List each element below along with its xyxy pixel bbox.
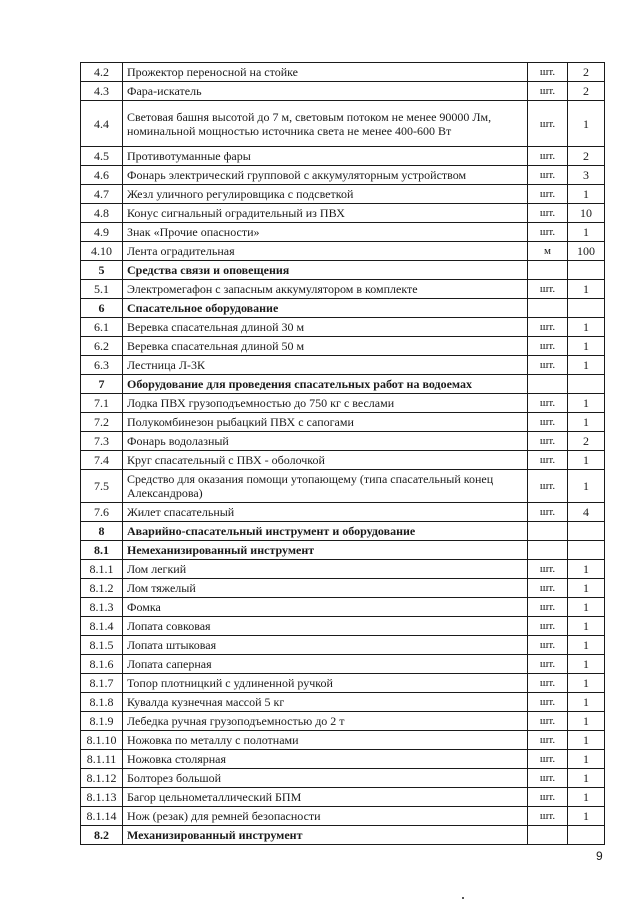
item-name: Нож (резак) для ремней безопасности bbox=[123, 807, 528, 826]
item-number: 7 bbox=[81, 375, 123, 394]
item-number: 4.4 bbox=[81, 101, 123, 147]
item-name: Аварийно-спасательный инструмент и оборудование bbox=[123, 522, 528, 541]
table-row bbox=[81, 223, 605, 242]
item-unit: шт. bbox=[528, 337, 568, 356]
table-row bbox=[81, 788, 605, 807]
item-unit: шт. bbox=[528, 598, 568, 617]
item-number: 4.5 bbox=[81, 147, 123, 166]
item-unit: шт. bbox=[528, 185, 568, 204]
item-name: Круг спасательный с ПВХ - оболочкой bbox=[123, 451, 528, 470]
table-row bbox=[81, 82, 605, 101]
item-unit: шт. bbox=[528, 223, 568, 242]
item-unit: шт. bbox=[528, 693, 568, 712]
item-name: Противотуманные фары bbox=[123, 147, 528, 166]
item-quantity bbox=[568, 522, 605, 541]
item-name: Оборудование для проведения спасательных работ на водоемах bbox=[123, 375, 528, 394]
item-quantity: 10 bbox=[568, 204, 605, 223]
item-quantity: 2 bbox=[568, 82, 605, 101]
item-unit: шт. bbox=[528, 101, 568, 147]
item-unit: шт. bbox=[528, 807, 568, 826]
item-unit: шт. bbox=[528, 147, 568, 166]
item-number: 7.5 bbox=[81, 470, 123, 503]
table-row bbox=[81, 769, 605, 788]
item-number: 8.1.4 bbox=[81, 617, 123, 636]
table-row bbox=[81, 617, 605, 636]
item-number: 7.4 bbox=[81, 451, 123, 470]
item-number: 8.1.13 bbox=[81, 788, 123, 807]
item-unit: шт. bbox=[528, 318, 568, 337]
item-name: Спасательное оборудование bbox=[123, 299, 528, 318]
item-number: 8.1.2 bbox=[81, 579, 123, 598]
item-quantity: 2 bbox=[568, 432, 605, 451]
item-number: 6.3 bbox=[81, 356, 123, 375]
item-quantity: 1 bbox=[568, 394, 605, 413]
item-unit: шт. bbox=[528, 769, 568, 788]
item-unit: шт. bbox=[528, 750, 568, 769]
item-unit bbox=[528, 261, 568, 280]
table-row bbox=[81, 503, 605, 522]
table-row bbox=[81, 337, 605, 356]
item-quantity: 1 bbox=[568, 617, 605, 636]
section-row bbox=[81, 826, 605, 845]
item-quantity: 2 bbox=[568, 147, 605, 166]
item-quantity: 1 bbox=[568, 598, 605, 617]
item-name: Лодка ПВХ грузоподъемностью до 750 кг с веслами bbox=[123, 394, 528, 413]
item-name: Средства связи и оповещения bbox=[123, 261, 528, 280]
item-name: Световая башня высотой до 7 м, световым потоком не менее 90000 Лм, номинальной мощностью источника света не менее 400-600 Вт bbox=[123, 101, 528, 147]
table-row bbox=[81, 674, 605, 693]
item-unit: шт. bbox=[528, 451, 568, 470]
table-row bbox=[81, 451, 605, 470]
item-unit: шт. bbox=[528, 82, 568, 101]
table-row bbox=[81, 579, 605, 598]
item-name: Лопата штыковая bbox=[123, 636, 528, 655]
item-quantity: 1 bbox=[568, 712, 605, 731]
item-quantity: 1 bbox=[568, 636, 605, 655]
item-quantity: 1 bbox=[568, 413, 605, 432]
table-row bbox=[81, 560, 605, 579]
item-unit: шт. bbox=[528, 655, 568, 674]
item-number: 8.1.7 bbox=[81, 674, 123, 693]
item-quantity: 2 bbox=[568, 63, 605, 82]
table-row bbox=[81, 280, 605, 299]
item-quantity: 1 bbox=[568, 337, 605, 356]
section-row bbox=[81, 299, 605, 318]
item-number: 8.1.8 bbox=[81, 693, 123, 712]
item-name: Прожектор переносной на стойке bbox=[123, 63, 528, 82]
item-number: 6 bbox=[81, 299, 123, 318]
item-name: Жезл уличного регулировщика с подсветкой bbox=[123, 185, 528, 204]
item-unit: шт. bbox=[528, 470, 568, 503]
item-number: 8.1 bbox=[81, 541, 123, 560]
item-name: Конус сигнальный оградительный из ПВХ bbox=[123, 204, 528, 223]
table-row bbox=[81, 636, 605, 655]
item-quantity: 1 bbox=[568, 579, 605, 598]
item-number: 4.7 bbox=[81, 185, 123, 204]
item-quantity bbox=[568, 541, 605, 560]
item-number: 4.9 bbox=[81, 223, 123, 242]
item-name: Средство для оказания помощи утопающему (типа спасательный конец Александрова) bbox=[123, 470, 528, 503]
item-unit: шт. bbox=[528, 674, 568, 693]
item-number: 5 bbox=[81, 261, 123, 280]
item-quantity: 1 bbox=[568, 185, 605, 204]
item-unit: шт. bbox=[528, 788, 568, 807]
item-number: 8.1.5 bbox=[81, 636, 123, 655]
item-number: 4.2 bbox=[81, 63, 123, 82]
item-number: 6.1 bbox=[81, 318, 123, 337]
item-name: Лом легкий bbox=[123, 560, 528, 579]
item-unit: шт. bbox=[528, 731, 568, 750]
item-unit: шт. bbox=[528, 280, 568, 299]
item-number: 7.1 bbox=[81, 394, 123, 413]
item-name: Веревка спасательная длиной 50 м bbox=[123, 337, 528, 356]
table-row bbox=[81, 807, 605, 826]
item-unit: шт. bbox=[528, 63, 568, 82]
item-name: Лопата совковая bbox=[123, 617, 528, 636]
item-quantity: 1 bbox=[568, 101, 605, 147]
item-quantity: 1 bbox=[568, 655, 605, 674]
page-number: 9 bbox=[596, 849, 603, 863]
item-name: Багор цельнометаллический БПМ bbox=[123, 788, 528, 807]
item-quantity: 1 bbox=[568, 788, 605, 807]
table-row bbox=[81, 166, 605, 185]
item-unit: шт. bbox=[528, 394, 568, 413]
item-quantity: 1 bbox=[568, 731, 605, 750]
item-name: Лента оградительная bbox=[123, 242, 528, 261]
item-unit: м bbox=[528, 242, 568, 261]
item-name: Лом тяжелый bbox=[123, 579, 528, 598]
item-number: 5.1 bbox=[81, 280, 123, 299]
item-number: 8.1.6 bbox=[81, 655, 123, 674]
item-quantity: 1 bbox=[568, 280, 605, 299]
table-row bbox=[81, 598, 605, 617]
item-number: 8.1.12 bbox=[81, 769, 123, 788]
item-unit: шт. bbox=[528, 413, 568, 432]
item-name: Кувалда кузнечная массой 5 кг bbox=[123, 693, 528, 712]
item-quantity: 1 bbox=[568, 470, 605, 503]
item-name: Болторез большой bbox=[123, 769, 528, 788]
table-row bbox=[81, 712, 605, 731]
item-name: Электромегафон с запасным аккумулятором в комплекте bbox=[123, 280, 528, 299]
item-unit: шт. bbox=[528, 204, 568, 223]
item-quantity: 1 bbox=[568, 356, 605, 375]
table-row bbox=[81, 147, 605, 166]
table-row bbox=[81, 101, 605, 147]
item-number: 8.2 bbox=[81, 826, 123, 845]
item-unit: шт. bbox=[528, 356, 568, 375]
section-row bbox=[81, 261, 605, 280]
section-row bbox=[81, 522, 605, 541]
item-unit bbox=[528, 375, 568, 394]
item-number: 7.6 bbox=[81, 503, 123, 522]
item-number: 8 bbox=[81, 522, 123, 541]
table-row bbox=[81, 750, 605, 769]
item-name: Топор плотницкий с удлиненной ручкой bbox=[123, 674, 528, 693]
table-row bbox=[81, 731, 605, 750]
table-row bbox=[81, 63, 605, 82]
equipment-table-body bbox=[81, 63, 605, 845]
item-quantity bbox=[568, 299, 605, 318]
item-unit: шт. bbox=[528, 432, 568, 451]
item-name: Лопата саперная bbox=[123, 655, 528, 674]
equipment-table bbox=[80, 62, 605, 845]
item-name: Знак «Прочие опасности» bbox=[123, 223, 528, 242]
item-number: 8.1.3 bbox=[81, 598, 123, 617]
item-quantity: 3 bbox=[568, 166, 605, 185]
equipment-table-container bbox=[80, 62, 604, 845]
item-quantity bbox=[568, 826, 605, 845]
item-number: 4.6 bbox=[81, 166, 123, 185]
item-number: 6.2 bbox=[81, 337, 123, 356]
table-row bbox=[81, 318, 605, 337]
item-name: Ножовка по металлу с полотнами bbox=[123, 731, 528, 750]
item-quantity: 100 bbox=[568, 242, 605, 261]
item-unit: шт. bbox=[528, 503, 568, 522]
item-unit: шт. bbox=[528, 579, 568, 598]
item-quantity: 1 bbox=[568, 560, 605, 579]
scan-speck bbox=[462, 897, 464, 899]
item-quantity: 1 bbox=[568, 451, 605, 470]
item-unit: шт. bbox=[528, 636, 568, 655]
item-unit bbox=[528, 826, 568, 845]
item-name: Веревка спасательная длиной 30 м bbox=[123, 318, 528, 337]
table-row bbox=[81, 413, 605, 432]
item-name: Ножовка столярная bbox=[123, 750, 528, 769]
section-row bbox=[81, 375, 605, 394]
item-quantity: 1 bbox=[568, 769, 605, 788]
item-number: 8.1.9 bbox=[81, 712, 123, 731]
item-quantity: 1 bbox=[568, 693, 605, 712]
table-row bbox=[81, 356, 605, 375]
item-name: Фонарь электрический групповой с аккумуляторным устройством bbox=[123, 166, 528, 185]
item-name: Жилет спасательный bbox=[123, 503, 528, 522]
item-quantity bbox=[568, 261, 605, 280]
item-unit: шт. bbox=[528, 712, 568, 731]
item-name: Фонарь водолазный bbox=[123, 432, 528, 451]
item-name: Фомка bbox=[123, 598, 528, 617]
item-number: 8.1.10 bbox=[81, 731, 123, 750]
item-unit bbox=[528, 541, 568, 560]
item-number: 8.1.11 bbox=[81, 750, 123, 769]
item-unit bbox=[528, 299, 568, 318]
item-name: Полукомбинезон рыбацкий ПВХ с сапогами bbox=[123, 413, 528, 432]
table-row bbox=[81, 693, 605, 712]
item-name: Немеханизированный инструмент bbox=[123, 541, 528, 560]
item-quantity: 1 bbox=[568, 750, 605, 769]
table-row bbox=[81, 204, 605, 223]
item-number: 7.3 bbox=[81, 432, 123, 451]
item-quantity: 1 bbox=[568, 223, 605, 242]
item-number: 8.1.1 bbox=[81, 560, 123, 579]
section-row bbox=[81, 541, 605, 560]
table-row bbox=[81, 394, 605, 413]
table-row bbox=[81, 470, 605, 503]
item-name: Механизированный инструмент bbox=[123, 826, 528, 845]
item-quantity: 1 bbox=[568, 318, 605, 337]
table-row bbox=[81, 242, 605, 261]
table-row bbox=[81, 655, 605, 674]
item-number: 4.10 bbox=[81, 242, 123, 261]
item-number: 8.1.14 bbox=[81, 807, 123, 826]
item-quantity: 1 bbox=[568, 674, 605, 693]
item-quantity: 1 bbox=[568, 807, 605, 826]
item-number: 7.2 bbox=[81, 413, 123, 432]
item-name: Фара-искатель bbox=[123, 82, 528, 101]
item-unit bbox=[528, 522, 568, 541]
item-number: 4.3 bbox=[81, 82, 123, 101]
table-row bbox=[81, 185, 605, 204]
table-row bbox=[81, 432, 605, 451]
item-unit: шт. bbox=[528, 617, 568, 636]
item-unit: шт. bbox=[528, 560, 568, 579]
item-unit: шт. bbox=[528, 166, 568, 185]
item-quantity: 4 bbox=[568, 503, 605, 522]
item-name: Лестница Л-3К bbox=[123, 356, 528, 375]
item-name: Лебедка ручная грузоподъемностью до 2 т bbox=[123, 712, 528, 731]
item-quantity bbox=[568, 375, 605, 394]
item-number: 4.8 bbox=[81, 204, 123, 223]
